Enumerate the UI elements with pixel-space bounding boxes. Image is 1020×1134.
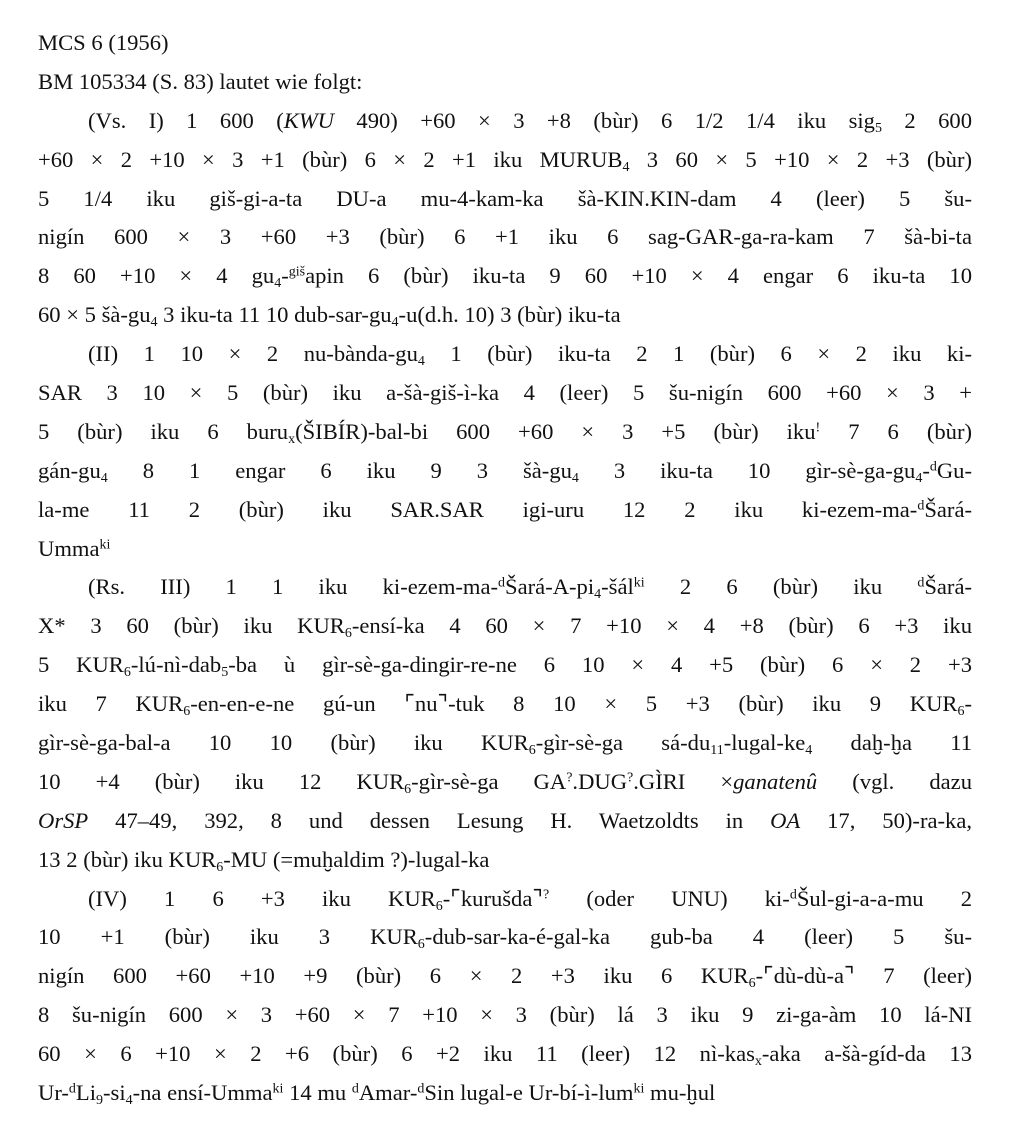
text-segment: - xyxy=(964,691,972,717)
text-segment: 60 × 5 šà-gu xyxy=(38,302,151,328)
text-segment: +60 × 2 +10 × 3 +1 (bùr) 6 × 2 +1 iku MURUB xyxy=(38,146,623,172)
text-line xyxy=(38,918,972,957)
text-segment: 2 6 (bùr) iku xyxy=(644,574,918,600)
text-segment: -ba ù gìr-sè-ga-dingir-re-ne 6 10 × 4 +5 (bùr) 6 × 2 +3 xyxy=(228,652,972,678)
text-line xyxy=(38,218,972,257)
subscript-index: 6 xyxy=(748,976,756,992)
subscript-index: 4 xyxy=(571,470,579,486)
text-line xyxy=(38,296,972,335)
text-segment: (Rs. III) 1 1 iku ki-ezem-ma- xyxy=(88,574,499,600)
text-segment: gìr-sè-ga-bal-a 10 10 (bùr) iku KUR xyxy=(38,730,529,756)
italic-text: ganatenû xyxy=(733,768,818,794)
text-segment: 8 60 +10 × 4 gu xyxy=(38,263,275,289)
subscript-index: x xyxy=(754,1054,762,1070)
italic-text: KWU xyxy=(283,107,334,133)
document-header: MCS 6 (1956) xyxy=(38,30,169,55)
text-line xyxy=(38,141,972,180)
subscript-index: 4 xyxy=(150,315,158,331)
text-segment: 3 iku-ta 11 10 dub-sar-gu xyxy=(157,302,392,328)
text-segment: -u(d.h. 10) 3 (bùr) iku-ta xyxy=(398,302,621,328)
subscript-index: 6 xyxy=(123,665,131,681)
text-segment: .GÌRI × xyxy=(633,768,734,794)
subscript-index: x xyxy=(288,431,296,447)
text-line xyxy=(38,607,972,646)
text-segment: .DUG xyxy=(572,768,628,794)
text-line xyxy=(38,102,972,141)
text-segment: 5 KUR xyxy=(38,652,124,678)
text-segment: Šará- xyxy=(924,574,972,600)
subscript-index: 6 xyxy=(216,859,224,875)
text-segment: 10 +1 (bùr) iku 3 KUR xyxy=(38,924,418,950)
subscript-index: 6 xyxy=(528,742,536,758)
superscript-mark: d xyxy=(917,575,925,591)
subscript-index: 6 xyxy=(435,898,443,914)
text-segment: 1 (bùr) iku-ta 2 1 (bùr) 6 × 2 iku ki- xyxy=(424,341,972,367)
subscript-index: 6 xyxy=(404,781,412,797)
subscript-index: 4 xyxy=(622,159,630,175)
subscript-index: 5 xyxy=(874,120,882,136)
text-line xyxy=(38,685,972,724)
superscript-mark: d xyxy=(417,1081,425,1097)
text-segment: -gìr-sè-ga sá-du xyxy=(535,730,711,756)
text-line xyxy=(38,568,972,607)
subscript-index: 4 xyxy=(594,587,602,603)
text-line xyxy=(38,452,972,491)
superscript-mark: giš xyxy=(288,264,306,280)
text-segment: - xyxy=(922,457,930,483)
text-segment: 3 60 × 5 +10 × 2 +3 (bùr) xyxy=(629,146,972,172)
text-segment: la-me 11 2 (bùr) iku SAR.SAR igi-uru 12 2 iku ki-ezem-ma- xyxy=(38,496,918,522)
text-segment: 8 šu-nigín 600 × 3 +60 × 7 +10 × 3 (bùr) lá 3 iku 9 zi-ga-àm 10 lá-NI xyxy=(38,1002,972,1028)
text-segment: 5 1/4 iku giš-gi-a-ta DU-a mu-4-kam-ka šà-KIN.KIN-dam 4 (leer) 5 šu- xyxy=(38,185,972,211)
text-line xyxy=(38,374,972,413)
text-segment: apin 6 (bùr) iku-ta 9 60 +10 × 4 engar 6 iku-ta 10 xyxy=(305,263,972,289)
subscript-index: 11 xyxy=(710,742,724,758)
text-line xyxy=(38,530,972,569)
text-line xyxy=(38,996,972,1035)
text-line xyxy=(38,257,972,296)
subscript-index: 9 xyxy=(96,1092,104,1108)
subscript-index: 4 xyxy=(417,354,425,370)
subscript-index: 6 xyxy=(957,704,965,720)
superscript-mark: d xyxy=(929,459,937,475)
subscript-index: 4 xyxy=(805,742,813,758)
text-segment: 17, 50)-ra-ka, xyxy=(800,807,972,833)
superscript-mark: d xyxy=(917,497,925,513)
text-segment: -si xyxy=(103,1080,126,1106)
subscript-index: 4 xyxy=(915,470,923,486)
text-segment: (Vs. I) 1 600 ( xyxy=(88,107,284,133)
text-segment: Li xyxy=(75,1080,97,1106)
text-segment: -šál xyxy=(601,574,634,600)
text-segment: Sin lugal-e Ur-bí-ì-lum xyxy=(424,1080,634,1106)
text-segment: Umma xyxy=(38,535,100,561)
superscript-mark: d xyxy=(68,1081,76,1097)
text-segment: daḫ-ḫa 11 xyxy=(812,730,973,756)
subscript-index: 4 xyxy=(391,315,399,331)
text-segment: X* 3 60 (bùr) iku KUR xyxy=(38,613,345,639)
text-segment: -ensí-ka 4 60 × 7 +10 × 4 +8 (bùr) 6 +3 iku xyxy=(351,613,972,639)
transliteration-text xyxy=(38,102,972,1113)
text-line xyxy=(38,880,972,919)
subscript-index: 6 xyxy=(344,626,352,642)
text-segment: (IV) 1 6 +3 iku KUR xyxy=(88,885,436,911)
text-segment: -dub-sar-ka-é-gal-ka gub-ba 4 (leer) 5 šu- xyxy=(424,924,972,950)
text-line xyxy=(38,491,972,530)
text-segment: -lú-nì-dab xyxy=(130,652,222,678)
text-segment: Gu- xyxy=(936,457,972,483)
text-segment: iku 7 KUR xyxy=(38,691,184,717)
subscript-index: 6 xyxy=(417,937,425,953)
superscript-mark: d xyxy=(498,575,506,591)
superscript-mark: ! xyxy=(815,420,821,436)
text-segment: -gìr-sè-ga GA xyxy=(411,768,567,794)
text-line xyxy=(38,335,972,374)
subscript-index: 6 xyxy=(183,704,191,720)
superscript-mark: ki xyxy=(99,536,111,552)
text-segment: mu-ḫul xyxy=(644,1080,716,1106)
subscript-index: 4 xyxy=(274,276,282,292)
text-segment: Amar- xyxy=(358,1080,418,1106)
superscript-mark: ki xyxy=(633,1081,645,1097)
text-line xyxy=(38,180,972,219)
text-segment: -⌜kurušda⌝ xyxy=(442,885,543,911)
italic-text: OA xyxy=(770,807,801,833)
superscript-mark: d xyxy=(789,886,797,902)
text-line xyxy=(38,413,972,452)
subscript-index: 4 xyxy=(125,1092,133,1108)
text-segment: 2 600 xyxy=(881,107,973,133)
superscript-mark: ki xyxy=(633,575,645,591)
text-segment: (II) 1 10 × 2 nu-bànda-gu xyxy=(88,341,418,367)
text-segment: nigín 600 +60 +10 +9 (bùr) 6 × 2 +3 iku 6 KUR xyxy=(38,963,749,989)
text-segment: Šará- xyxy=(924,496,972,522)
text-segment: 60 × 6 +10 × 2 +6 (bùr) 6 +2 iku 11 (leer) 12 nì-kas xyxy=(38,1041,755,1067)
text-segment: Šul-gi-a-a-mu 2 xyxy=(796,885,972,911)
text-segment: 5 (bùr) iku 6 buru xyxy=(38,418,289,444)
text-segment: Ur- xyxy=(38,1080,69,1106)
text-segment: gán-gu xyxy=(38,457,101,483)
text-segment: nigín 600 × 3 +60 +3 (bùr) 6 +1 iku 6 sag-GAR-ga-ra-kam 7 šà-bi-ta xyxy=(38,224,972,250)
text-segment: (oder UNU) ki- xyxy=(549,885,790,911)
text-segment: - xyxy=(281,263,289,289)
text-segment: 3 iku-ta 10 gìr-sè-ga-gu xyxy=(578,457,916,483)
superscript-mark: ki xyxy=(272,1081,284,1097)
text-segment: -en-en-e-ne gú-un ⌜nu⌝-tuk 8 10 × 5 +3 (bùr) iku 9 KUR xyxy=(190,691,958,717)
text-segment: 47–49, 392, 8 und dessen Lesung H. Waetzoldts in xyxy=(88,807,771,833)
text-line xyxy=(38,1074,972,1113)
text-segment: (ŠIBÍR)-bal-bi 600 +60 × 3 +5 (bùr) iku xyxy=(295,418,816,444)
document-intro: BM 105334 (S. 83) lautet wie folgt: xyxy=(38,68,363,94)
superscript-mark: ? xyxy=(542,886,550,902)
superscript-mark: ? xyxy=(627,770,634,786)
text-line xyxy=(38,724,972,763)
text-line xyxy=(38,646,972,685)
text-line xyxy=(38,841,972,880)
text-segment: 14 mu xyxy=(283,1080,352,1106)
text-segment: -⌜dù-dù-a⌝ 7 (leer) xyxy=(755,963,972,989)
text-segment: -lugal-ke xyxy=(723,730,806,756)
text-segment: Šará-A-pi xyxy=(505,574,595,600)
text-segment: 13 2 (bùr) iku KUR xyxy=(38,846,217,872)
text-segment: 8 1 engar 6 iku 9 3 šà-gu xyxy=(107,457,572,483)
text-segment: 7 6 (bùr) xyxy=(820,418,972,444)
text-line xyxy=(38,763,972,802)
text-segment: -aka a-šà-gíd-da 13 xyxy=(761,1041,972,1067)
text-line xyxy=(38,802,972,841)
text-segment: (vgl. dazu xyxy=(817,768,972,794)
text-line xyxy=(38,1035,972,1074)
superscript-mark: d xyxy=(351,1081,359,1097)
text-segment: -na ensí-Umma xyxy=(132,1080,273,1106)
subscript-index: 4 xyxy=(100,470,108,486)
text-segment: -MU (=muḫaldim ?)-lugal-ka xyxy=(223,846,490,872)
italic-text: OrSP xyxy=(38,807,89,833)
text-segment: SAR 3 10 × 5 (bùr) iku a-šà-giš-ì-ka 4 (leer) 5 šu-nigín 600 +60 × 3 + xyxy=(38,380,972,406)
text-segment: 10 +4 (bùr) iku 12 KUR xyxy=(38,768,405,794)
text-line xyxy=(38,957,972,996)
subscript-index: 5 xyxy=(221,665,229,681)
superscript-mark: ? xyxy=(566,770,573,786)
text-segment: 490) +60 × 3 +8 (bùr) 6 1/2 1/4 iku sig xyxy=(333,107,875,133)
